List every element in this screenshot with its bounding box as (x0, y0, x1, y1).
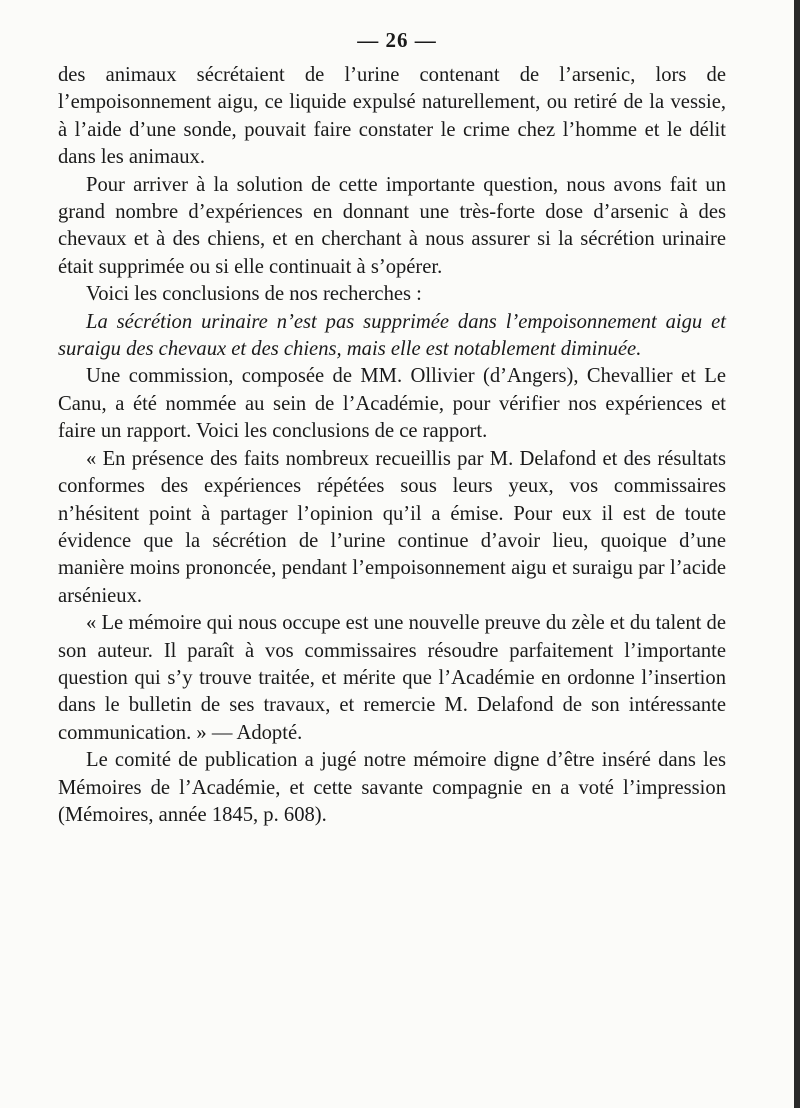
page-number: — 26 — (357, 28, 437, 52)
paragraph: des animaux sécrétaient de l’urine contenant de l’arsenic, lors de l’empoisonnement aigu, ce liquide expulsé naturellement, ou retiré de la vessie, à l’aide d’une sonde, pouvait faire constater le crime chez l’homme et le délit dans les animaux. (58, 64, 726, 169)
paragraph: Une commission, composée de MM. Ollivier (d’Angers), Chevallier et Le Canu, a été nommée au sein de l’Académie, pour vérifier nos expériences et faire un rapport. Voici les conclusions de ce rapport. (58, 365, 726, 443)
quoted-report-paragraph: « Le mémoire qui nous occupe est une nouvelle preuve du zèle et du talent de son auteur. Il paraît à vos commissaires résoudre parfaitement l’importante question qui s’y trouve traitée, et mérite que l’Académie en ordonne l’insertion dans le bulletin de ses travaux, et remercie M. Delafond de son intéressante communication. » — Adopté. (58, 612, 726, 744)
paragraph: Pour arriver à la solution de cette importante question, nous avons fait un grand nombre d’expériences en donnant une très-forte dose d’arsenic à des chevaux et à des chiens, et en cherchant à nous assurer si la sécrétion urinaire était supprimée ou si elle continuait à s’opérer. (58, 173, 726, 278)
quoted-report-paragraph: « En présence des faits nombreux recueillis par M. Delafond et des résultats conformes des expériences répétées sous leurs yeux, vos commissaires n’hésitent point à partager l’opinion qu’il a émise. Pour eux il est de toute évidence que la sécrétion de l’urine continue d’avoir lieu, quoique d’une manière moins prononcée, pendant l’empoisonnement aigu et suraigu par l’acide arsénieux. (58, 447, 726, 607)
body-text (58, 62, 726, 829)
italic-conclusion: La sécrétion urinaire n’est pas supprimée dans l’empoisonnement aigu et suraigu des chevaux et des chiens, mais elle est notablement diminuée. (58, 310, 726, 361)
paragraph: Voici les conclusions de nos recherches : (86, 283, 422, 306)
paragraph: Le comité de publication a jugé notre mémoire digne d’être inséré dans les Mémoires de l’Académie, et cette savante compagnie en a voté l’impression (Mémoires, année 1845, p. 608). (58, 749, 726, 826)
